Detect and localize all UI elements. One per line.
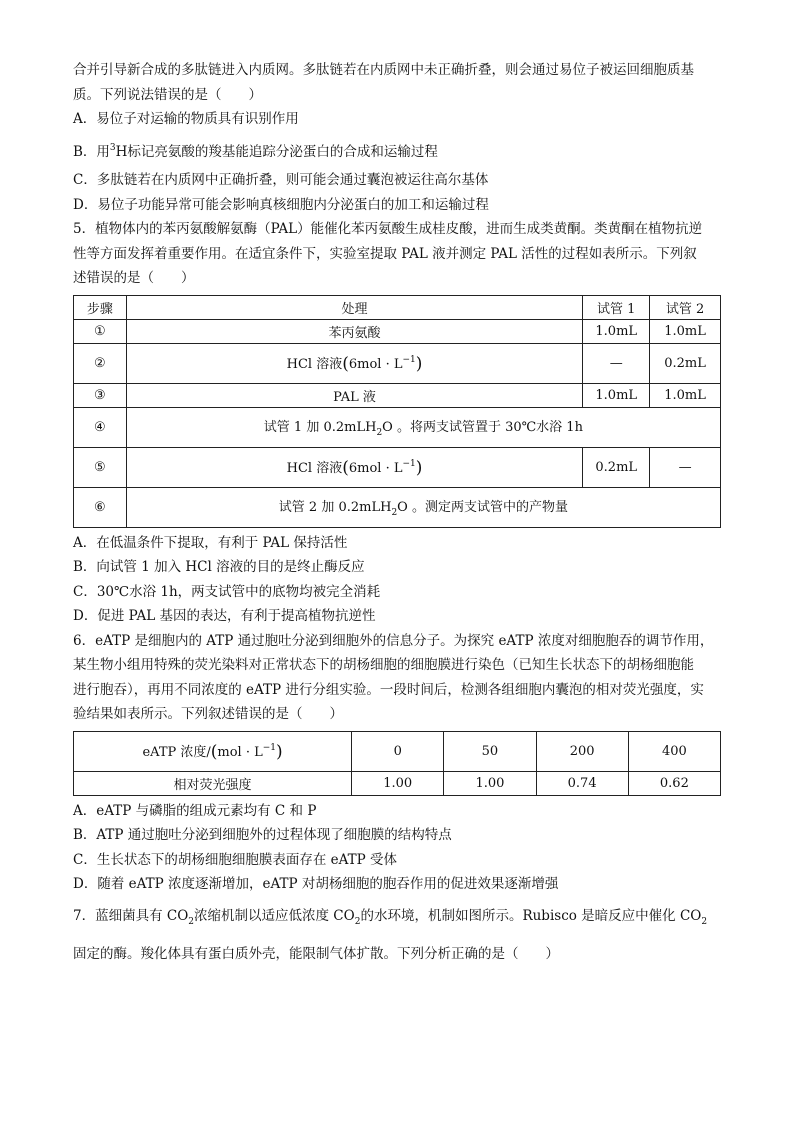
table-row xyxy=(74,771,721,795)
process-unit-sup: −1 xyxy=(402,458,416,469)
concentration-value: 400 xyxy=(628,731,720,771)
tube-1-cell: 1.0mL xyxy=(583,319,650,343)
q5-option-c: C．30℃水浴 1h，两支试管中的底物均被完全消耗 xyxy=(73,583,381,600)
merged-process-cell: 试管 2 加 0.2mLH$_2$O 。测定两支试管中的产物量 xyxy=(126,487,720,527)
table-row xyxy=(74,407,721,447)
header-tube-1: 试管 1 xyxy=(583,295,650,319)
tube-2-cell: 1.0mL xyxy=(650,319,721,343)
table-row xyxy=(74,383,721,407)
fluorescence-value: 1.00 xyxy=(352,771,444,795)
tube-1-cell: — xyxy=(583,343,650,383)
tube-2-cell: 0.2mL xyxy=(650,343,721,383)
q4-option-c: C．多肽链若在内质网中正确折叠，则可能会通过囊泡被运往高尔基体 xyxy=(73,172,489,188)
table-row xyxy=(74,447,721,487)
intro-line-2: 质。下列说法错误的是（ ） xyxy=(73,86,262,103)
q5-option-a: A．在低温条件下提取，有利于 PAL 保持活性 xyxy=(73,534,348,551)
step-cell: ⑥ xyxy=(74,487,127,527)
q4-b-text: H标记亮氨酸的羧基能追踪分泌蛋白的合成和运输过程 xyxy=(115,143,438,160)
q7-stem-line-2: 固定的酶。羧化体具有蛋白质外壳，能限制气体扩散。下列分析正确的是（ ） xyxy=(73,945,559,962)
q5-stem-line-2: 性等方面发挥着重要作用。在适宜条件下，实验室提取 PAL 液并测定 PAL 活性的过程如表所示。下列叙 xyxy=(73,245,697,262)
fluorescence-value: 0.74 xyxy=(536,771,628,795)
fluorescence-label: 相对荧光强度 xyxy=(74,771,352,795)
q6-stem-line-3: 进行胞吞），再用不同浓度的 eATP 进行分组实验。一段时间后，检测各组细胞内囊泡的相对荧光强度，实 xyxy=(73,681,704,698)
q5-experiment-table xyxy=(73,295,721,528)
q6-option-c: C．生长状态下的胡杨细胞细胞膜表面存在 eATP 受体 xyxy=(73,851,397,868)
fluorescence-value: 0.62 xyxy=(628,771,720,795)
process-unit: 6mol · L xyxy=(348,356,403,372)
table-row xyxy=(74,487,721,527)
process-cell: HCl 溶液$(6mol \cdot L^{-1})$ xyxy=(126,343,583,383)
step-cell: ⑤ xyxy=(74,447,127,487)
process-cell: 苯丙氨酸 xyxy=(126,319,583,343)
fluorescence-value: 1.00 xyxy=(444,771,536,795)
q6-stem-line-1: 6．eATP 是细胞内的 ATP 通过胞吐分泌到细胞外的信息分子。为探究 eATP 浓度对细胞胞吞的调节作用， xyxy=(73,632,714,649)
q6-stem-line-4: 验结果如表所示。下列叙述错误的是（ ） xyxy=(73,706,343,722)
intro-line-1: 合并引导新合成的多肽链进入内质网。多肽链若在内质网中未正确折叠，则会通过易位子被运回细胞质基 xyxy=(73,62,694,78)
document-page xyxy=(73,58,723,971)
q4-option-a: A．易位子对运输的物质具有识别作用 xyxy=(73,111,299,127)
tube-2-cell: 1.0mL xyxy=(650,383,721,407)
tube-2-cell: — xyxy=(650,447,721,487)
q5-stem-line-1: 5．植物体内的苯丙氨酸解氨酶（PAL）能催化苯丙氨酸生成桂皮酸，进而生成类黄酮。类黄酮在植物抗逆 xyxy=(73,221,703,237)
q6-stem-line-2: 某生物小组用特殊的荧光染料对正常状态下的胡杨细胞的细胞膜进行染色（已知生长状态下的胡杨细胞能 xyxy=(73,657,694,673)
concentration-value: 0 xyxy=(352,731,444,771)
tube-1-cell: 0.2mL xyxy=(583,447,650,487)
process-cell: HCl 溶液$(6mol \cdot L^{-1})$ xyxy=(126,447,583,487)
process-unit-sup: −1 xyxy=(402,354,416,365)
q6-option-d: D．随着 eATP 浓度逐渐增加，eATP 对胡杨细胞的胞吞作用的促进效果逐渐增强 xyxy=(73,876,559,892)
step-cell: ② xyxy=(74,343,127,383)
concentration-value: 50 xyxy=(444,731,536,771)
header-process: 处理 xyxy=(126,295,583,319)
q4-option-d: D．易位子功能异常可能会影响真核细胞内分泌蛋白的加工和运输过程 xyxy=(73,196,489,213)
q6-option-b: B．ATP 通过胞吐分泌到细胞外的过程体现了细胞膜的结构特点 xyxy=(73,827,452,843)
concentration-value: 200 xyxy=(536,731,628,771)
table-row xyxy=(74,731,721,771)
q4-option-b xyxy=(73,136,723,165)
process-text: HCl 溶液 xyxy=(286,356,343,372)
process-text: HCl 溶液 xyxy=(286,460,343,476)
header-step: 步骤 xyxy=(74,295,127,319)
header-tube-2: 试管 2 xyxy=(650,295,721,319)
table-header-row xyxy=(74,295,721,319)
q6-option-a: A．eATP 与磷脂的组成元素均有 C 和 P xyxy=(73,802,317,819)
q6-result-table xyxy=(73,731,721,796)
process-unit: 6mol · L xyxy=(348,460,403,476)
concentration-label: eATP 浓度$/(mol \cdot L^{-1})$ xyxy=(74,731,352,771)
table-row xyxy=(74,343,721,383)
merged-process-cell: 试管 1 加 0.2mLH$_2$O 。将两支试管置于 30℃水浴 1h xyxy=(126,407,720,447)
q4-b-prefix: B．用 xyxy=(73,143,110,160)
q4-b-superscript: 3 xyxy=(109,142,116,153)
tube-1-cell: 1.0mL xyxy=(583,383,650,407)
step-cell: ④ xyxy=(74,407,127,447)
process-cell: PAL 液 xyxy=(126,383,583,407)
table-row xyxy=(74,319,721,343)
q5-option-d: D．促进 PAL 基因的表达，有利于提高植物抗逆性 xyxy=(73,608,376,624)
step-cell: ③ xyxy=(74,383,127,407)
q5-option-b: B．向试管 1 加入 HCl 溶液的目的是终止酶反应 xyxy=(73,559,365,575)
q5-stem-line-3: 述错误的是（ ） xyxy=(73,270,195,286)
q7-stem-line-1: 7．蓝细菌具有 $CO_2$浓缩机制以适应低浓度 $CO_2$的水环境，机制如图所示。Rubisco 是暗反应中催化 $CO_2$ xyxy=(73,907,708,927)
step-cell: ① xyxy=(74,319,127,343)
